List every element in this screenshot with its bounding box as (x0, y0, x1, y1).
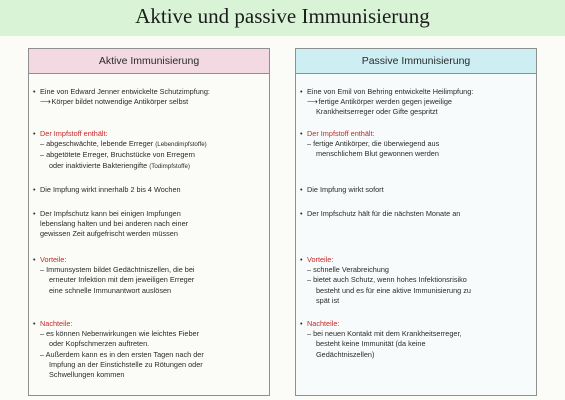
passive-disadvantages-section (300, 319, 532, 360)
bullet-icon: • (33, 319, 36, 328)
page-title: Aktive und passive Immunisierung (135, 4, 430, 28)
active-column (28, 48, 270, 396)
active-disadvantage-item-cont: oder Kopfschmerzen auftreten. (49, 339, 150, 349)
passive-heading: Passive Immunisierung (296, 49, 536, 74)
bullet-icon: • (33, 129, 36, 138)
active-timing-section (33, 185, 265, 195)
passive-timing-section (300, 185, 532, 195)
passive-duration-text: Der Impfschutz hält für die nächsten Monate an (307, 209, 461, 218)
passive-advantage-item: – schnelle Verabreichung (307, 265, 389, 275)
bullet-icon: • (33, 255, 36, 264)
active-origin-section (33, 87, 265, 107)
active-disadvantage-item-cont: Schwellungen kommen (49, 370, 125, 380)
active-origin-result: Körper bildet notwendige Antikörper selbst (51, 97, 189, 107)
passive-origin-text: Eine von Emil von Behring entwickelte Heilimpfung: (307, 87, 474, 96)
passive-vaccine-item-cont: menschlichem Blut gewonnen werden (316, 149, 439, 159)
active-advantage-item-cont: erneuter Infektion mit dem jeweiligen Erreger (49, 275, 195, 285)
bullet-icon: • (33, 87, 36, 96)
passive-disadvantage-item: – bei neuen Kontakt mit dem Krankheitserreger, (307, 329, 462, 339)
active-disadvantage-item-cont: Impfung an der Einstichstelle zu Rötungen oder (49, 359, 203, 369)
active-vaccine-item: – abgetötete Erreger, Bruchstücke von Erregern (40, 150, 195, 160)
passive-column (295, 48, 537, 396)
active-timing-text: Die Impfung wirkt innerhalb 2 bis 4 Wochen (40, 185, 181, 194)
active-disadvantages-section (33, 319, 265, 380)
active-advantage-item: – Immunsystem bildet Gedächtniszellen, die bei (40, 265, 195, 275)
active-origin-text: Eine von Edward Jenner entwickelte Schutzimpfung: (40, 87, 210, 96)
active-vaccine-section (33, 129, 265, 172)
active-duration-text: Der Impfschutz kann bei einigen Impfungen (40, 209, 181, 218)
passive-disadvantage-item-cont: Gedächtniszellen) (316, 349, 375, 359)
active-vaccine-item: – abgeschwächte, lebende Erreger (40, 139, 154, 149)
passive-timing-text: Die Impfung wirkt sofort (307, 185, 384, 194)
bullet-icon: • (300, 185, 303, 194)
passive-disadvantages-title: Nachteile: (307, 319, 340, 328)
active-disadvantage-item: – es können Nebenwirkungen wie leichtes Fieber (40, 329, 200, 339)
active-duration-text: lebenslang halten und bei anderen nach einer (40, 219, 189, 229)
bullet-icon: • (33, 209, 36, 218)
active-heading: Aktive Immunisierung (29, 49, 269, 74)
passive-advantages-title: Vorteile: (307, 255, 334, 264)
passive-duration-section (300, 209, 532, 219)
bullet-icon: • (300, 87, 303, 96)
active-duration-text: gewissen Zeit aufgefrischt werden müssen (40, 229, 178, 239)
passive-advantage-item-cont: spät ist (316, 295, 340, 305)
active-vaccine-item-cont: oder inaktivierte Bakteriengifte (49, 160, 148, 170)
active-advantages-section (33, 255, 265, 296)
passive-vaccine-title: Der Impfstoff enthält: (307, 129, 375, 138)
passive-origin-result-cont: Krankheitserreger oder Gifte gespritzt (316, 107, 438, 117)
passive-vaccine-item: – fertige Antikörper, die überwiegend aus (307, 139, 440, 149)
active-advantages-title: Vorteile: (40, 255, 67, 264)
bullet-icon: • (33, 185, 36, 194)
passive-vaccine-section (300, 129, 532, 160)
active-vaccine-note: (Todimpfstoffe) (149, 162, 190, 170)
passive-origin-section (300, 87, 532, 118)
arrow-icon: ⟶ (40, 97, 50, 107)
active-vaccine-note: (Lebendimpfstoffe) (155, 141, 207, 149)
active-duration-section (33, 209, 265, 240)
active-advantage-item-cont: eine schnelle Immunantwort auslösen (49, 285, 172, 295)
passive-advantage-item-cont: besteht und es für eine aktive Immunisierung zu (316, 285, 471, 295)
arrow-icon: ⟶ (307, 97, 317, 107)
bullet-icon: • (300, 319, 303, 328)
passive-advantage-item: – bietet auch Schutz, wenn hohes Infektionsrisiko (307, 275, 467, 285)
bullet-icon: • (300, 209, 303, 218)
bullet-icon: • (300, 129, 303, 138)
active-vaccine-title: Der Impfstoff enthält: (40, 129, 108, 138)
passive-disadvantage-item-cont: besteht keine Immunität (da keine (316, 339, 426, 349)
passive-origin-result: fertige Antikörper werden gegen jeweilige (318, 97, 452, 107)
passive-advantages-section (300, 255, 532, 306)
active-disadvantage-item: – Außerdem kann es in den ersten Tagen nach der (40, 349, 204, 359)
active-disadvantages-title: Nachteile: (40, 319, 73, 328)
bullet-icon: • (300, 255, 303, 264)
